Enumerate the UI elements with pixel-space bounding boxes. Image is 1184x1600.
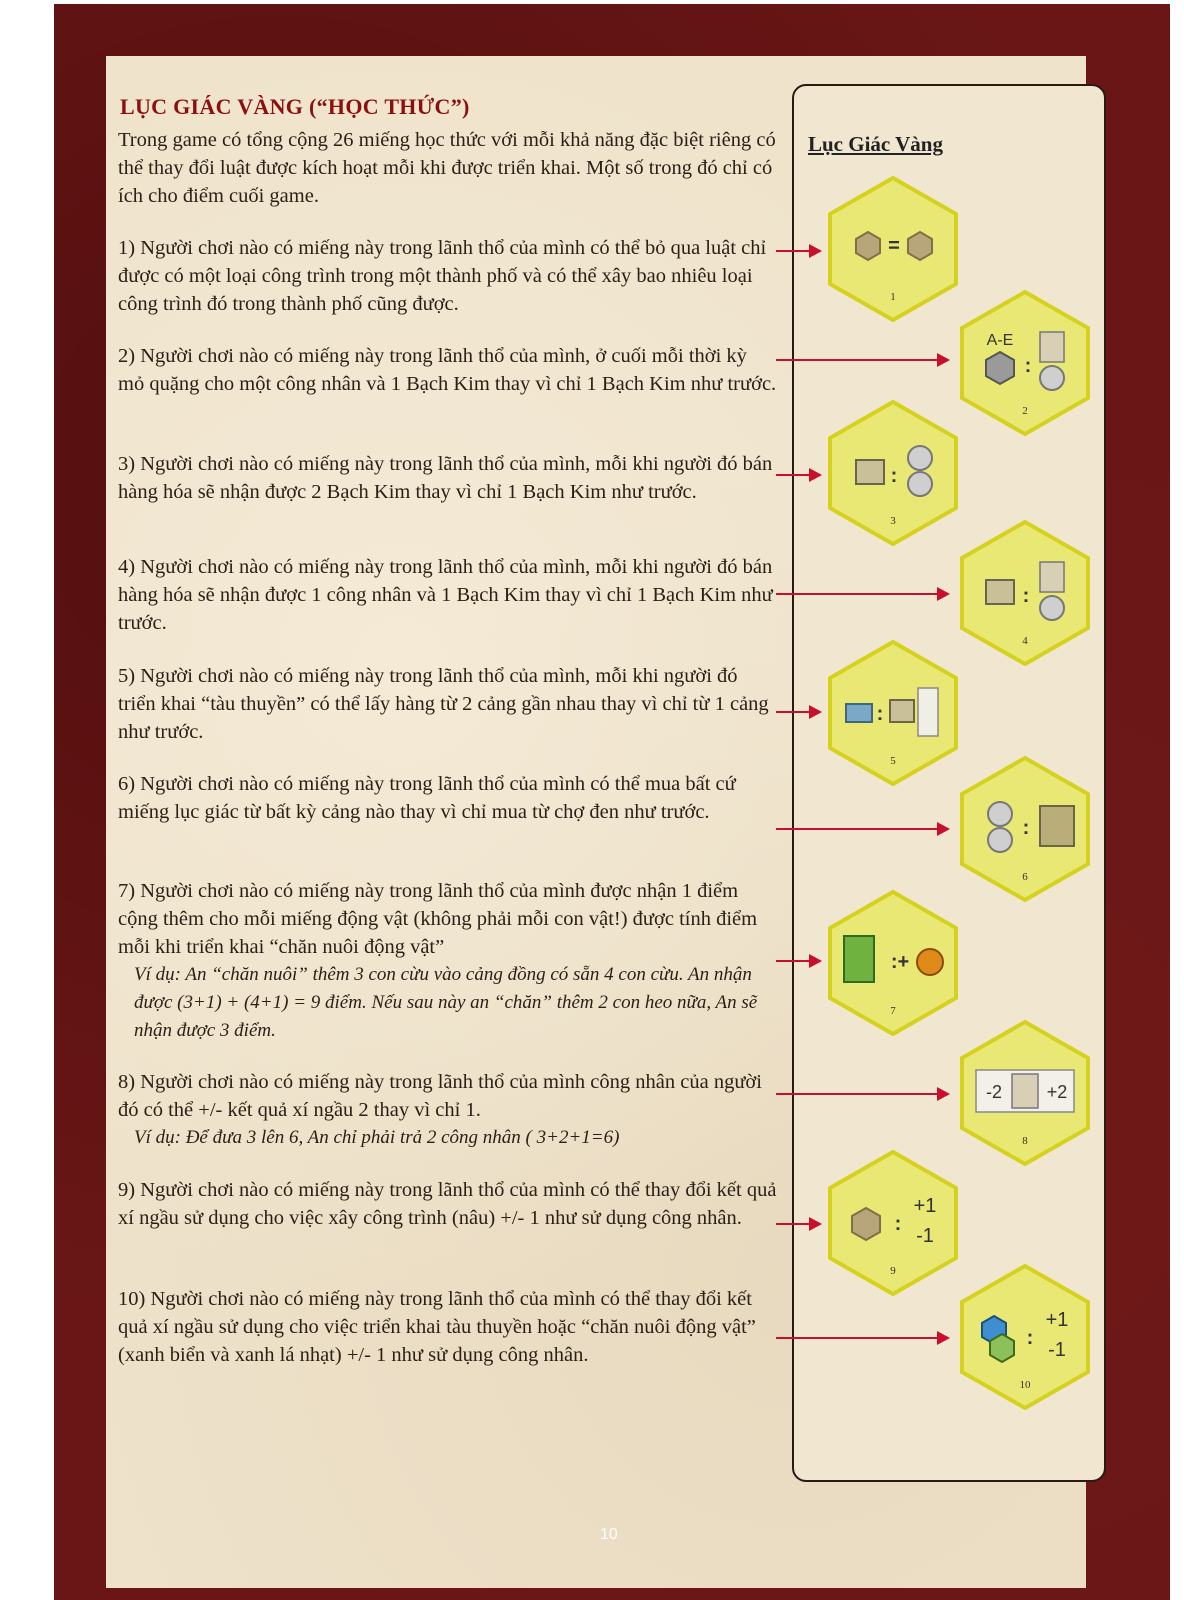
tile-7-number: 7 — [890, 1005, 896, 1017]
tile-9-number: 9 — [890, 1265, 896, 1277]
golden-hex-tile-4 — [960, 520, 1090, 666]
tile-9-symbol: : — [894, 1213, 902, 1235]
golden-hex-tile-9 — [828, 1150, 958, 1296]
arrow-9 — [776, 1223, 820, 1225]
rule-4-text: 4) Người chơi nào có miếng này trong lãnh thổ của mình, mỗi khi người đó bán hàng hóa sẽ nhận được 1 công nhân và 1 Bạch Kim thay vì chỉ 1 Bạch Kim như trước. — [118, 556, 773, 634]
tile-6-number: 6 — [1022, 871, 1028, 883]
tile-8-plus: +2 — [1046, 1082, 1068, 1102]
arrow-4 — [776, 593, 948, 595]
intro-paragraph: Trong game có tổng cộng 26 miếng học thức với mỗi khả năng đặc biệt riêng có thể thay đổi luật được kích hoạt mỗi khi được triển khai. Một số trong đó chỉ có ích cho điểm cuối game. — [118, 129, 776, 207]
golden-hex-tile-1 — [828, 176, 958, 322]
tile-4-number: 4 — [1022, 635, 1028, 647]
tile-4-symbol: : — [1022, 585, 1030, 607]
section-heading: LỤC GIÁC VÀNG (“HỌC THỨC”) — [120, 94, 470, 119]
arrow-5 — [776, 711, 820, 713]
tile-6-symbol: : — [1022, 817, 1030, 839]
tile-3-symbol: : — [890, 465, 898, 487]
tile-2-era-label: A-E — [986, 332, 1014, 349]
rule-8-text: 8) Người chơi nào có miếng này trong lãnh thổ của mình công nhân của người đó có thể +/- kết quả xí ngầu 2 thay vì chỉ 1. — [118, 1071, 762, 1121]
rule-8-example: Ví dụ: Để đưa 3 lên 6, An chỉ phải trả 2 công nhân ( 3+2+1=6) — [134, 1127, 620, 1148]
tile-3-number: 3 — [890, 515, 896, 527]
page-number: 10 — [600, 1526, 618, 1543]
arrow-1 — [776, 250, 820, 252]
svg-text::: : — [1026, 1327, 1034, 1349]
tile-2-number: 2 — [1022, 405, 1028, 417]
tile-7-symbol: :+ — [890, 951, 910, 973]
rule-1-text: 1) Người chơi nào có miếng này trong lãnh thổ của mình có thể bỏ qua luật chỉ được có một loại công trình trong một thành phố và có thể xây bao nhiêu loại công trình đó trong thành phố cũng được. — [118, 237, 767, 315]
golden-hex-tile-3 — [828, 400, 958, 546]
tile-9-plus: +1 — [913, 1195, 937, 1217]
tile-8-number: 8 — [1022, 1135, 1028, 1147]
rule-3-text: 3) Người chơi nào có miếng này trong lãnh thổ của mình, mỗi khi người đó bán hàng hóa sẽ nhận được 2 Bạch Kim thay vì chỉ 1 Bạch Kim như trước. — [118, 453, 773, 503]
rule-10-text: 10) Người chơi nào có miếng này trong lãnh thổ của mình có thể thay đổi kết quả xí ngầu sử dụng cho việc triển khai tàu thuyền hoặc “chăn nuôi động vật” (xanh biển và xanh lá nhạt) +/- 1 như sử dụng công nhân. — [118, 1288, 756, 1366]
tile-5-symbol: : — [876, 703, 884, 725]
rule-5-text: 5) Người chơi nào có miếng này trong lãnh thổ của mình, mỗi khi người đó triển khai “tàu thuyền” có thể lấy hàng từ 2 cảng gần nhau thay vì chỉ từ 1 cảng như trước. — [118, 665, 769, 743]
tile-8-minus: -2 — [985, 1082, 1003, 1102]
tile-5-number: 5 — [890, 755, 896, 767]
panel-title: Lục Giác Vàng — [808, 132, 943, 156]
tile-1-symbol: = — [888, 235, 900, 257]
golden-hex-tile-6 — [960, 756, 1090, 902]
tile-10-minus: -1 — [1048, 1339, 1066, 1361]
arrow-8 — [776, 1093, 948, 1095]
rule-9-text: 9) Người chơi nào có miếng này trong lãnh thổ của mình có thể thay đổi kết quả xí ngầu sử dụng cho việc xây công trình (nâu) +/- 1 như sử dụng công nhân. — [118, 1179, 777, 1229]
rule-2-text: 2) Người chơi nào có miếng này trong lãnh thổ của mình, ở cuối mỗi thời kỳ mỏ quặng cho một công nhân và 1 Bạch Kim thay vì chỉ 1 Bạch Kim như trước. — [118, 345, 777, 395]
golden-hex-tile-2 — [960, 290, 1090, 436]
arrow-6 — [776, 828, 948, 830]
tile-10-number: 10 — [1019, 1379, 1031, 1391]
rule-7-example: Ví dụ: An “chăn nuôi” thêm 3 con cừu vào cảng đồng có sẵn 4 con cừu. An nhận được (3+1) + (4+1) = 9 điểm. Nếu sau này an “chăn” thêm 2 con heo nữa, An sẽ nhận được 3 điểm. — [134, 964, 758, 1041]
golden-hex-tile-8 — [960, 1020, 1090, 1166]
arrow-3 — [776, 474, 820, 476]
rule-6-text: 6) Người chơi nào có miếng này trong lãnh thổ của mình có thể mua bất cứ miếng lục giác từ bất kỳ cảng nào thay vì chỉ mua từ chợ đen như trước. — [118, 773, 736, 823]
arrow-7 — [776, 960, 820, 962]
golden-hex-tile-7 — [828, 890, 958, 1036]
golden-hex-tile-10 — [960, 1264, 1090, 1410]
tile-10-plus: +1 — [1045, 1309, 1069, 1331]
golden-hex-tile-5 — [828, 640, 958, 786]
rule-7-text: 7) Người chơi nào có miếng này trong lãnh thổ của mình được nhận 1 điểm cộng thêm cho mỗi miếng động vật (không phải mỗi con vật!) được tính điểm mỗi khi triển khai “chăn nuôi động vật” — [118, 880, 758, 958]
arrow-10 — [776, 1337, 948, 1339]
arrow-2 — [776, 359, 948, 361]
tile-1-number: 1 — [890, 291, 896, 303]
tile-9-minus: -1 — [916, 1225, 934, 1247]
tile-2-symbol: : — [1024, 355, 1032, 377]
